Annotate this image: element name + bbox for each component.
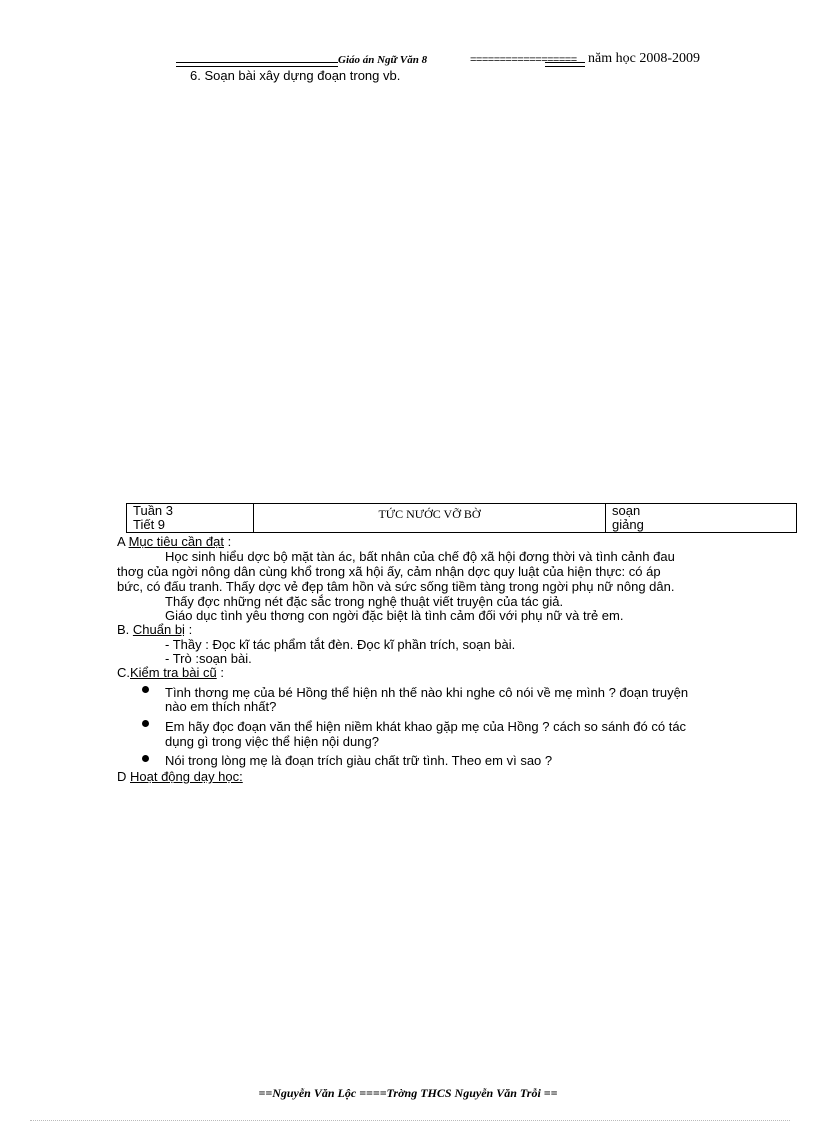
header-rule-right (545, 62, 585, 67)
lesson-week: Tuần 3 (133, 503, 173, 518)
header-rule-left (176, 62, 338, 67)
section-c-question: Em hãy đọc đoạn văn thể hiện niềm khát khao gặp mẹ của Hồng ? cách so sánh đó có tác (165, 719, 687, 734)
bullet-icon (142, 686, 149, 693)
footer-dotted-rule (30, 1120, 790, 1121)
section-b-item-teacher: - Thầy : Đọc kĩ tác phẩm tắt đèn. Đọc kĩ phần trích, soạn bài. (165, 637, 516, 652)
header-title: Giáo án Ngữ Văn 8 (338, 54, 428, 66)
header-dashes: ================== (470, 54, 577, 66)
section-b-title: B. Chuẩn bị : (117, 622, 193, 637)
section-c-question: Nói trong lòng mẹ là đoạn trích giàu chất trữ tình. Theo em vì sao ? (165, 753, 553, 768)
lesson-week-period-cell (127, 504, 254, 533)
section-a-line: bức, có đấu tranh. Thấy dợc vẻ đẹp tâm hồn và sức sống tiềm tàng trong ngời phụ nữ nông dân. (117, 579, 675, 594)
lesson-info-table (126, 503, 797, 533)
section-a-title: A Mục tiêu cần đạt : (117, 534, 232, 549)
bullet-icon (142, 755, 149, 762)
section-c-question-cont: dụng gì trong việc thể hiện nội dung? (165, 734, 379, 749)
section-d-title: D Hoạt động dạy học: (117, 769, 243, 784)
section-c-question-cont: nào em thích nhất? (165, 699, 277, 714)
section-a-line: Giáo dục tình yêu thơng con ngời đặc biệt là tình cảm đối với phụ nữ và trẻ em. (165, 608, 624, 623)
section-c-question: Tình thơng mẹ của bé Hồng thể hiện nh thế nào khi nghe cô nói về mẹ mình ? đoạn truyện (165, 685, 689, 700)
lesson-title: TỨC NƯỚC VỠ BỜ (254, 504, 606, 533)
section-b-item-student: - Trò :soạn bài. (165, 651, 252, 666)
page-footer: ==Nguyễn Văn Lộc ====Trờng THCS Nguyễn Văn Trỗi == (258, 1086, 558, 1100)
bullet-icon (142, 720, 149, 727)
section-c-title: C.Kiểm tra bài cũ : (117, 665, 224, 680)
lesson-period: Tiết 9 (133, 517, 166, 532)
section-a-line: thơg của ngời nông dân cùng khổ trong xã hội ấy, cảm nhận dợc quy luật của hiện thực: có áp (117, 564, 661, 579)
section-a-line: Học sinh hiểu dợc bộ mặt tàn ác, bất nhân của chế độ xã hội đơng thời và tình cảnh đau (165, 549, 675, 564)
lesson-note-giang: giảng (612, 517, 644, 532)
lesson-note-cell (606, 504, 797, 533)
lesson-note-soan: soạn (612, 503, 641, 518)
section-a-line: Thấy đợc những nét đặc sắc trong nghệ thuật viết truyện của tác giả. (165, 594, 564, 609)
header-school-year: năm học 2008-2009 (588, 51, 700, 66)
top-list-item: 6. Soạn bài xây dựng đoạn trong vb. (190, 68, 401, 83)
